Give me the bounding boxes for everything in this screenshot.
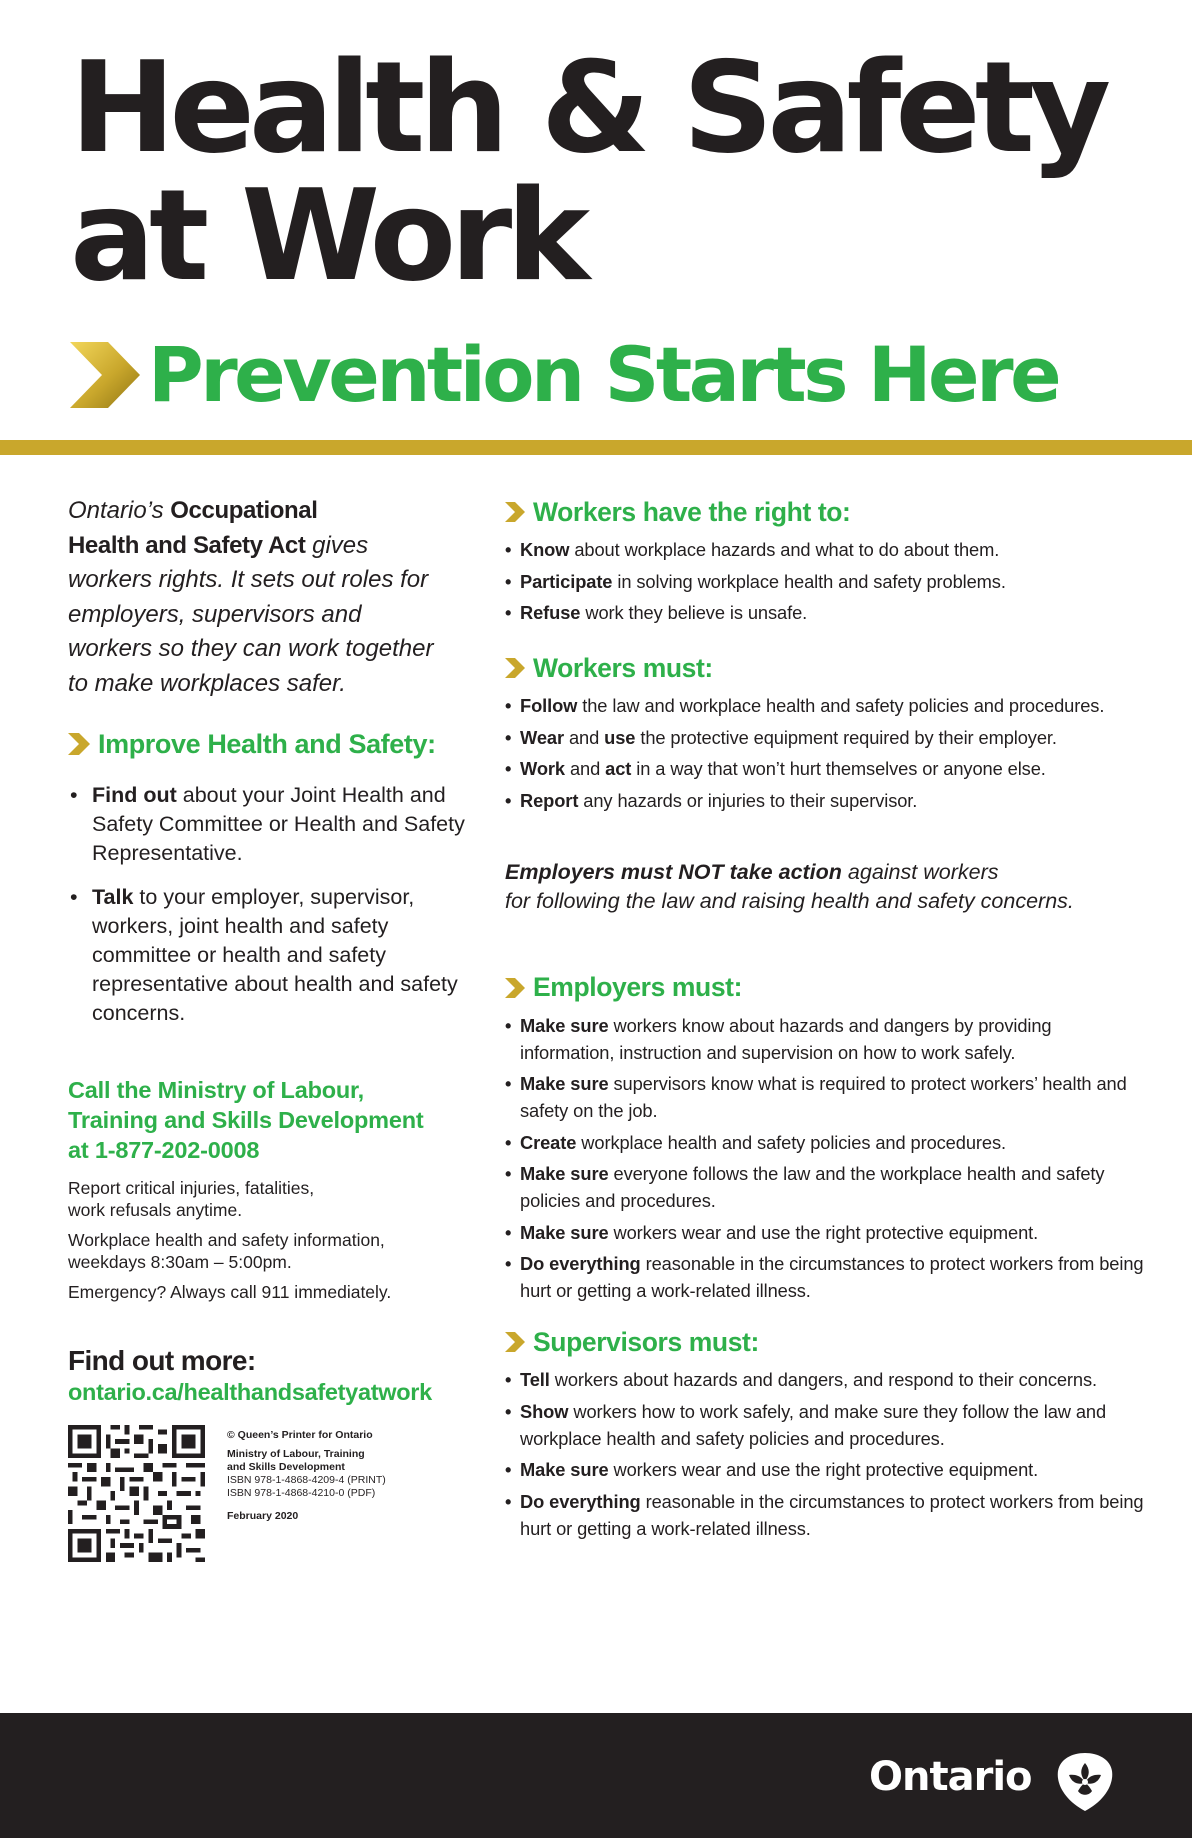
qr-code-icon[interactable]: [68, 1425, 205, 1562]
ministry-name: Ministry of Labour, Training: [227, 1448, 365, 1461]
item-text: reasonable in the circumstances to protect workers from being hurt or getting a work-related illness.: [520, 1490, 1144, 1539]
employers-must-item: [505, 1012, 1145, 1066]
emergency-text: Emergency? Always call 911 immediately.: [68, 1282, 392, 1303]
info-line: weekdays 8:30am – 5:00pm.: [68, 1252, 292, 1273]
call-heading: Call the Ministry of Labour,: [68, 1077, 365, 1104]
item-text: the law and workplace health and safety policies and procedures.: [577, 695, 1105, 716]
right-column: [505, 496, 1145, 1546]
chevron-right-icon: [505, 1332, 525, 1352]
report-text: [68, 1177, 478, 1221]
publication-info: [227, 1429, 386, 1562]
section-heading: Workers must:: [533, 652, 713, 683]
item-emphasis: Participate: [520, 570, 613, 592]
rights-heading: [505, 496, 1145, 528]
warning-text: against workers: [841, 859, 999, 884]
call-ministry-block: [68, 1075, 478, 1303]
item-emphasis: use: [604, 726, 636, 748]
copyright: © Queen’s Printer for Ontario: [227, 1429, 373, 1442]
item-emphasis: Make sure: [520, 1221, 609, 1243]
ministry-phone: at 1-877-202-0008: [68, 1137, 260, 1164]
act-name: Health and Safety Act: [68, 531, 306, 559]
intro-text: Ontario’s: [68, 497, 171, 524]
supervisors-must-heading: [505, 1326, 1145, 1358]
employers-must-item: [505, 1250, 1145, 1304]
item-text: the protective equipment required by their employer.: [635, 726, 1057, 748]
intro-text: workers rights. It sets out roles for: [68, 566, 429, 593]
gold-divider: [0, 440, 1192, 455]
intro-text: to make workplaces safer.: [68, 669, 346, 697]
warning-bold: Employers must NOT take action: [505, 859, 842, 884]
supervisors-must-item: [505, 1398, 1145, 1452]
item-emphasis: Tell: [520, 1369, 550, 1390]
improve-heading: [68, 727, 478, 761]
act-name: Occupational: [170, 497, 318, 524]
rights-list: [505, 536, 1145, 626]
item-text: workers wear and use the right protective equipment.: [608, 1459, 1039, 1480]
left-column: [68, 494, 478, 1562]
employer-warning: [505, 858, 1145, 916]
find-out-more-heading: Find out more:: [68, 1345, 256, 1377]
improve-item: [68, 883, 478, 1027]
chevron-right-icon: [68, 733, 90, 755]
find-out-more: [68, 1345, 478, 1407]
item-text: workers about hazards and dangers, and respond to their concerns.: [549, 1369, 1097, 1390]
publication-date: February 2020: [227, 1510, 299, 1523]
item-text: supervisors know what is required to protect workers’ health and safety on the job.: [520, 1073, 1127, 1121]
item-text: everyone follows the law and the workplace health and safety policies and procedures.: [520, 1163, 1105, 1211]
rights-item: [505, 536, 1145, 563]
item-text: about workplace hazards and what to do about them.: [569, 539, 1000, 560]
publication-block: [68, 1425, 478, 1562]
item-text: reasonable in the circumstances to protect workers from being hurt or getting a work-related illness.: [520, 1253, 1144, 1301]
item-text: workers wear and use the right protective equipment.: [608, 1221, 1039, 1243]
website-link[interactable]: ontario.ca/healthandsafetyatwork: [68, 1379, 432, 1406]
item-emphasis: Work: [520, 758, 565, 779]
employers-must-item: [505, 1070, 1145, 1124]
workers-must-item: [505, 692, 1145, 719]
supervisors-must-item: [505, 1366, 1145, 1393]
supervisors-must-item: [505, 1456, 1145, 1483]
subtitle-row: [70, 330, 1058, 420]
supervisors-must-list: [505, 1366, 1145, 1542]
item-emphasis: Make sure: [520, 1073, 609, 1094]
report-line: Report critical injuries, fatalities,: [68, 1178, 315, 1199]
section-heading: Workers have the right to:: [533, 496, 851, 527]
item-text: any hazards or injuries to their supervisor.: [578, 789, 918, 811]
employers-must-item: [505, 1129, 1145, 1156]
item-emphasis: Do everything: [520, 1490, 641, 1512]
intro-text: workers so they can work together: [68, 635, 434, 662]
item-emphasis: Follow: [520, 695, 578, 716]
item-emphasis: Know: [520, 539, 570, 560]
poster-title: [70, 34, 1170, 309]
intro-text: employers, supervisors and: [68, 600, 362, 628]
section-heading: Improve Health and Safety:: [98, 728, 436, 759]
item-emphasis: Refuse: [520, 602, 581, 623]
item-emphasis: Talk: [92, 885, 134, 910]
trillium-icon: [1054, 1751, 1116, 1813]
intro-paragraph: [68, 494, 478, 701]
item-text: work they believe is unsafe.: [580, 602, 808, 623]
item-emphasis: Create: [520, 1131, 577, 1153]
item-text: workers how to work safely, and make sure they follow the law and workplace health and safety policies and procedures.: [520, 1400, 1107, 1449]
chevron-right-icon: [505, 978, 525, 998]
chevron-right-icon: [505, 502, 525, 522]
report-line: work refusals anytime.: [68, 1200, 243, 1221]
ontario-wordmark: Ontario: [869, 1754, 1032, 1800]
supervisors-must-item: [505, 1488, 1145, 1542]
item-text: in solving workplace health and safety problems.: [612, 570, 1006, 592]
item-text: and: [563, 726, 605, 748]
call-heading: Training and Skills Development: [68, 1107, 424, 1134]
item-emphasis: Report: [520, 789, 579, 811]
item-text: to your employer, supervisor, workers, joint health and safety committee or health and safety representative about health and safety concerns.: [92, 885, 458, 1025]
isbn-print: ISBN 978-1-4868-4209-4 (PRINT): [227, 1474, 386, 1487]
title-line-2: at Work: [70, 162, 585, 309]
section-heading: Supervisors must:: [533, 1326, 759, 1357]
item-text: and: [564, 758, 606, 779]
chevron-right-icon: [70, 342, 140, 408]
item-text: about your Joint Health and Safety Committee or Health and Safety Representative.: [92, 783, 465, 865]
item-emphasis: Wear: [520, 726, 564, 748]
workers-must-item: [505, 755, 1145, 782]
improve-item: [68, 781, 478, 867]
item-emphasis: Make sure: [520, 1163, 609, 1184]
item-emphasis: Show: [520, 1400, 569, 1422]
item-emphasis: act: [605, 758, 632, 779]
item-emphasis: Make sure: [520, 1014, 609, 1036]
item-emphasis: Do everything: [520, 1253, 641, 1274]
warning-text: for following the law and raising health and safety concerns.: [505, 888, 1074, 913]
item-text: workers know about hazards and dangers by providing information, instruction and supervision on how to work safely.: [520, 1014, 1052, 1063]
employers-must-item: [505, 1160, 1145, 1214]
rights-item: [505, 599, 1145, 626]
workers-must-heading: [505, 652, 1145, 684]
item-emphasis: Find out: [92, 783, 177, 807]
title-line-1: Health & Safety: [70, 34, 1106, 181]
intro-text: gives: [305, 531, 369, 559]
workers-must-item: [505, 787, 1145, 814]
info-text: [68, 1229, 478, 1273]
employers-must-item: [505, 1219, 1145, 1246]
improve-list: [68, 781, 478, 1027]
rights-item: [505, 568, 1145, 595]
ministry-name: and Skills Development: [227, 1461, 345, 1474]
item-text: in a way that won’t hurt themselves or anyone else.: [631, 758, 1046, 779]
item-emphasis: Make sure: [520, 1459, 609, 1480]
workers-must-list: [505, 692, 1145, 814]
item-text: workplace health and safety policies and procedures.: [576, 1131, 1006, 1153]
isbn-pdf: ISBN 978-1-4868-4210-0 (PDF): [227, 1487, 376, 1500]
subtitle: Prevention Starts Here: [148, 330, 1059, 419]
info-line: Workplace health and safety information,: [68, 1230, 385, 1251]
workers-must-item: [505, 724, 1145, 751]
employers-must-list: [505, 1012, 1145, 1305]
section-heading: Employers must:: [533, 972, 743, 1002]
employers-must-heading: [505, 972, 1145, 1004]
chevron-right-icon: [505, 658, 525, 678]
